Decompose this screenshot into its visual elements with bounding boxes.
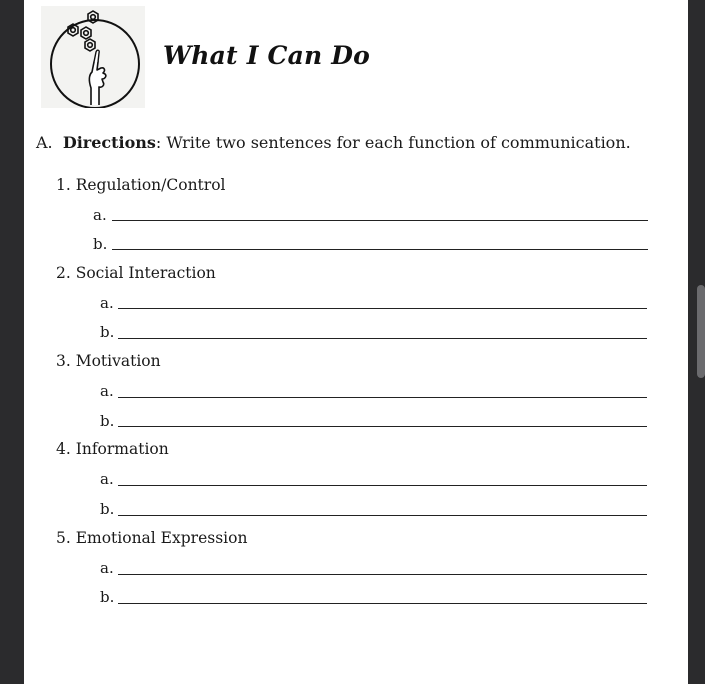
answer-letter: a. (100, 559, 114, 577)
answer-line[interactable] (118, 603, 647, 604)
answer-line[interactable] (112, 249, 648, 250)
answer-line[interactable] (118, 308, 647, 309)
item-label: 2. Social Interaction (56, 264, 216, 282)
answer-line[interactable] (118, 338, 647, 339)
answer-line[interactable] (118, 397, 647, 398)
directions-text: : Write two sentences for each function of communication. (155, 133, 631, 152)
answer-letter: a. (93, 206, 107, 224)
directions-label: Directions (62, 133, 156, 152)
answer-line[interactable] (112, 220, 648, 221)
answer-letter: a. (100, 294, 114, 312)
item-label: 3. Motivation (56, 352, 161, 370)
answer-letter: b. (100, 323, 115, 341)
scrollbar-thumb[interactable] (697, 285, 705, 378)
directions (36, 133, 631, 152)
answer-letter: a. (100, 470, 114, 488)
item-label: 4. Information (56, 440, 169, 458)
answer-letter: a. (100, 382, 114, 400)
answer-letter: b. (93, 235, 108, 253)
directions-prefix: A. (36, 133, 53, 152)
answer-line[interactable] (118, 574, 647, 575)
answer-line[interactable] (118, 515, 647, 516)
answer-letter: b. (100, 588, 115, 606)
answer-line[interactable] (118, 426, 647, 427)
item-label: 1. Regulation/Control (56, 176, 226, 194)
page-title: What I Can Do (163, 41, 371, 70)
hand-with-gears-icon (41, 6, 145, 108)
item-label: 5. Emotional Expression (56, 529, 248, 547)
answer-letter: b. (100, 500, 115, 518)
answer-letter: b. (100, 412, 115, 430)
answer-line[interactable] (118, 485, 647, 486)
